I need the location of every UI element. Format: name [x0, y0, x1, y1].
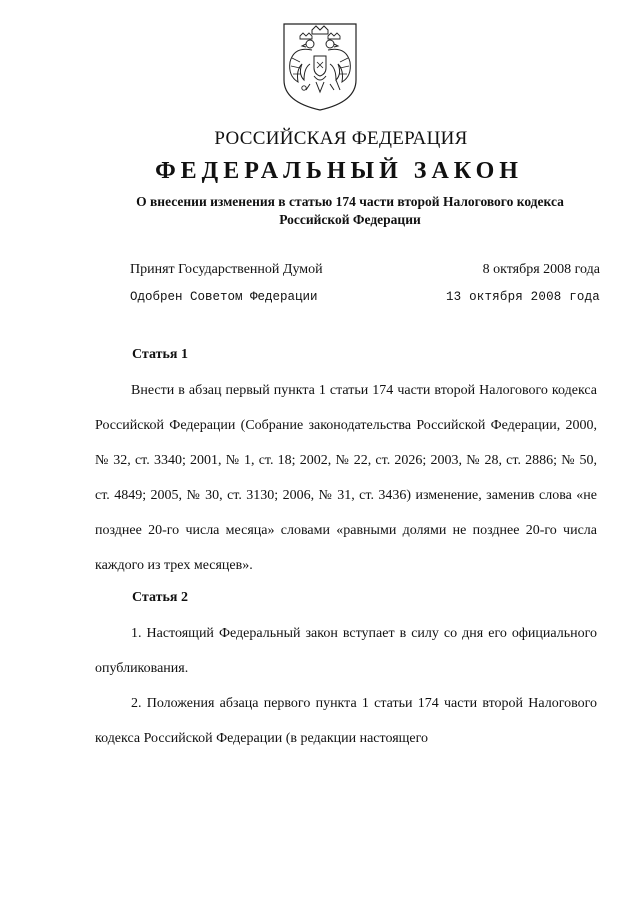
adoption-label: Принят Государственной Думой [130, 262, 323, 277]
adoption-date: 8 октября 2008 года [482, 262, 600, 277]
approval-date: 13 октября 2008 года [445, 290, 600, 304]
russian-coat-of-arms-icon [278, 18, 362, 114]
article-2-heading: Статья 2 [132, 590, 188, 605]
article-2-paragraph-2: 2. Положения абзаца первого пункта 1 статьи 174 части второй Налогового кодекса Российской Федерации (в редакции настоящего [95, 696, 597, 746]
article-1-heading: Статья 1 [132, 347, 188, 362]
country-name: РОССИЙСКАЯ ФЕДЕРАЦИЯ [214, 128, 468, 149]
approval-label: Одобрен Советом Федерации [130, 290, 318, 304]
document-title: О внесении изменения в статью 174 части второй Налогового кодекса Российской Федерации [136, 194, 564, 227]
article-2-paragraph-1: 1. Настоящий Федеральный закон вступает в силу со дня его официального опубликования. [95, 626, 597, 676]
approval-row [130, 290, 600, 304]
article-1-paragraph: Внести в абзац первый пункта 1 статьи 174 части второй Налогового кодекса Российской Федерации (Собрание законодательства Российской Федерации, 2000, № 32, ст. 3340; 2001, № 1, ст. 18; 2002, № 22, ст. 2026; 2003, № 28, ст. 2886; № 50, ст. 4849; 2005, № 30, ст. 3130; 2006, № 31, ст. 3436) изменение, заменив слова «не позднее 20-го числа месяца» словами «равными долями не позднее 20-го числа каждого из трех месяцев». [95, 383, 597, 573]
document-type: ФЕДЕРАЛЬНЫЙ ЗАКОН [155, 158, 523, 184]
adoption-row [130, 262, 600, 278]
